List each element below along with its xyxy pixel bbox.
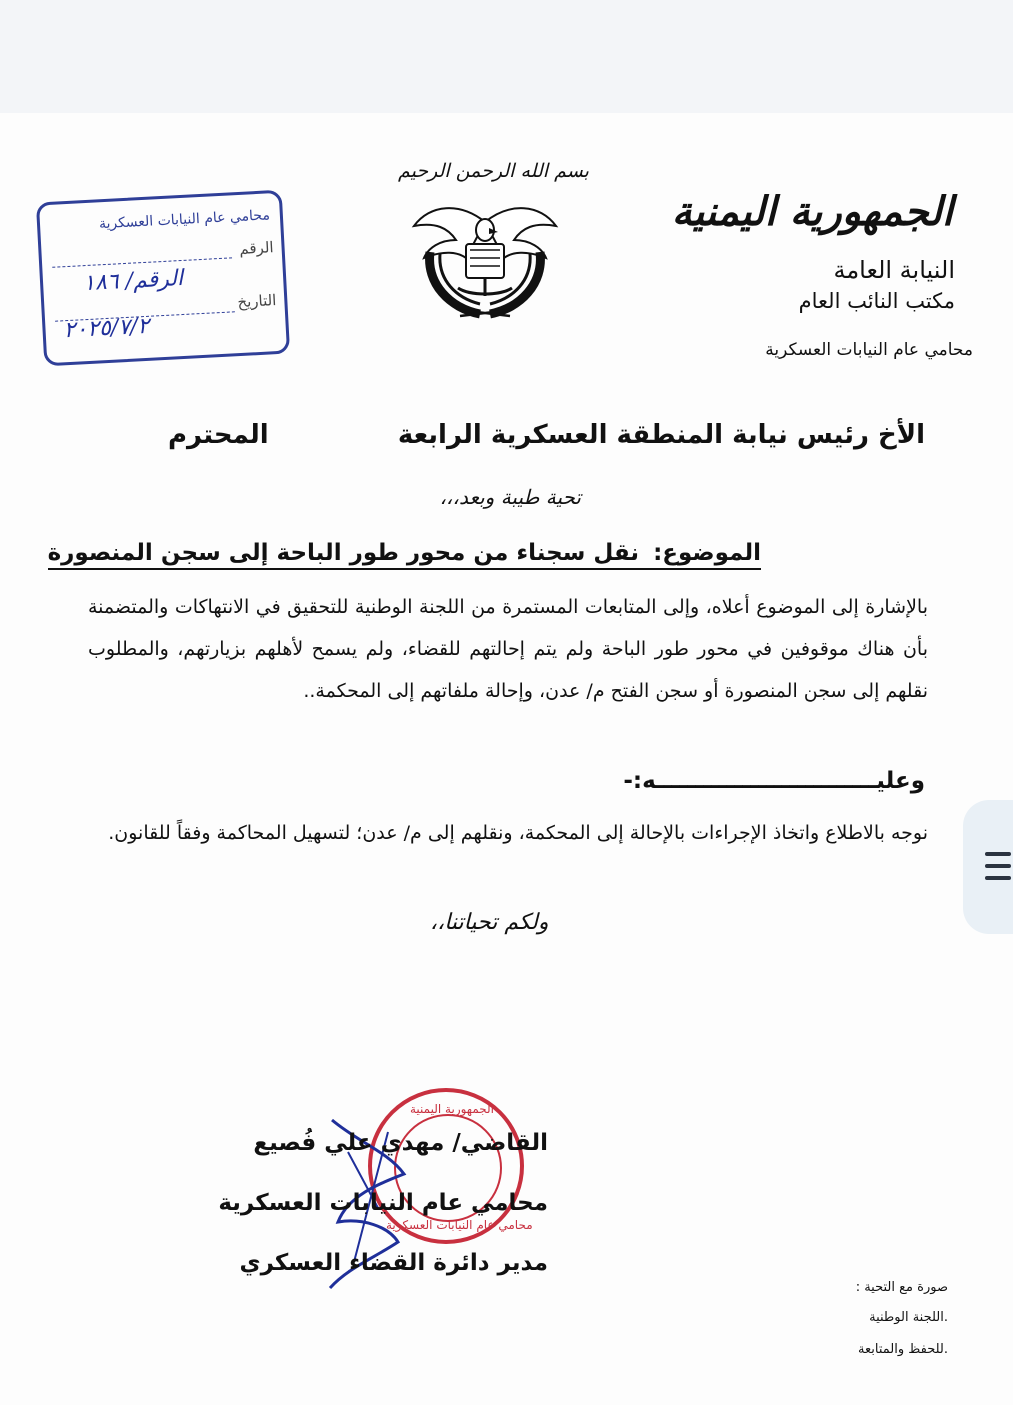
office-name: مكتب النائب العام (798, 289, 955, 313)
signer-title-2: مدير دائرة القضاء العسكري (239, 1250, 548, 1276)
copies-item: .اللجنة الوطنية (869, 1310, 948, 1325)
stamp-title: محامي عام النيابات العسكرية (98, 207, 271, 233)
stamp-date-value: ٢٠٢٥/٧/٢ (62, 313, 150, 344)
closing-line: ولكم تحياتنا،، (430, 910, 549, 935)
addressee: الأخ رئيس نيابة المنطقة العسكرية الرابعة (397, 420, 925, 450)
viewer-top-bar (0, 0, 1013, 113)
reference-stamp (36, 190, 290, 367)
basmala: بسم الله الرحمن الرحيم (398, 160, 589, 182)
subject-label: الموضوع: (653, 540, 761, 566)
stamp-ref-value: الرقم/ ١٨٦ (82, 265, 184, 297)
signer-name: القاضي/ مهدي علي فُصيع (253, 1130, 548, 1156)
seal-bottom-text: محامي عام النيابات العسكرية (386, 1218, 533, 1232)
hamburger-icon (985, 864, 1011, 868)
subject-line (48, 540, 761, 570)
copies-heading: صورة مع التحية : (855, 1280, 948, 1295)
respected-label: المحترم (168, 420, 269, 450)
subject-text: نقل سجناء من محور طور الباحة إلى سجن المنصورة (47, 540, 640, 566)
attorney-office: محامي عام النيابات العسكرية (765, 340, 973, 360)
hamburger-icon (985, 852, 1011, 856)
copies-item: .للحفظ والمتابعة (858, 1342, 948, 1357)
body-paragraph-2: نوجه بالاطلاع واتخاذ الإجراءات بالإحالة إلى المحكمة، ونقلهم إلى م/ عدن؛ لتسهيل المحاكمة وفقاً للقانون. (108, 822, 928, 844)
country-name: الجمهورية اليمنية (671, 188, 953, 235)
department-name: النيابة العامة (833, 256, 955, 284)
seal-top-text: الجمهورية اليمنية (410, 1102, 495, 1116)
body-paragraph-1: بالإشارة إلى الموضوع أعلاه، وإلى المتابعات المستمرة من اللجنة الوطنية للتحقيق في الانتهاكات والمتضمنة بأن هناك موقوفين في محور طور الباحة ولم يتم إحالتهم للقضاء، ولم يسمح لأهلهم بزيارتهم، والمطلوب نقلهم إلى سجن المنصورة أو سجن الفتح م/ عدن، وإحالة ملفاتهم إلى المحكمة.. (88, 596, 928, 702)
hamburger-icon (985, 876, 1011, 880)
stamp-date-label: التاريخ (236, 291, 277, 312)
menu-handle-button[interactable] (963, 800, 1013, 934)
stamp-ref-line (52, 257, 232, 267)
stamp-ref-label: الرقم (238, 238, 275, 258)
signer-title-1: محامي عام النيابات العسكرية (218, 1190, 548, 1216)
therefore-heading: وعليــــــــــــــــــــــــــــه:- (623, 768, 925, 794)
greeting: تحية طيبة وبعد،،، (439, 485, 581, 509)
yemen-eagle-emblem-icon (410, 192, 560, 328)
